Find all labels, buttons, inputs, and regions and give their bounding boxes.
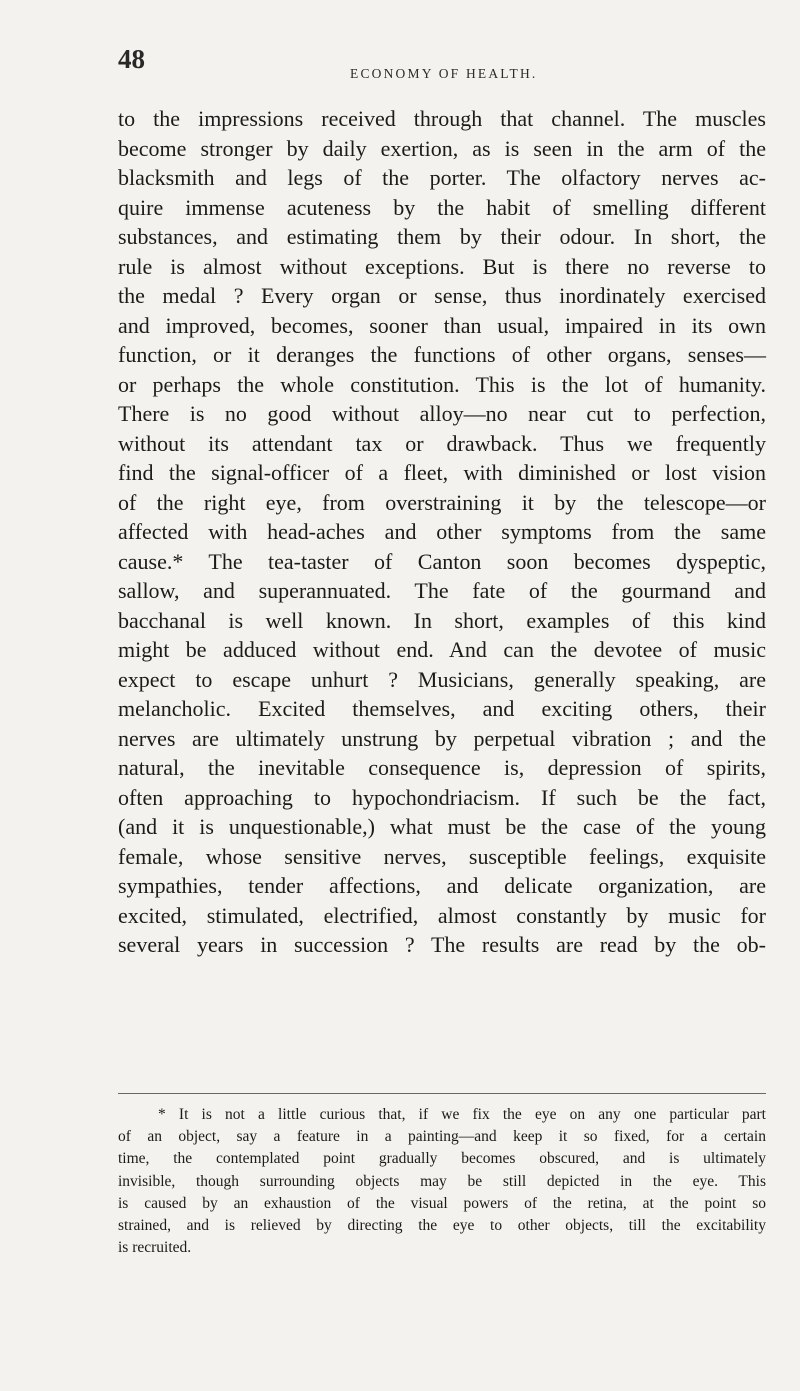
text-line: bacchanal is well known. In short, examples of this kind	[118, 607, 766, 633]
text-line: excited, stimulated, electrified, almost constantly by music for	[118, 902, 766, 928]
text-line: nerves are ultimately unstrung by perpetual vibration ; and the	[118, 725, 766, 751]
text-line: affected with head-aches and other symptoms from the same	[118, 519, 766, 544]
text-line: of the right eye, from overstraining it by the telescope—or	[118, 489, 766, 515]
text-line: might be adduced without end. And can the devotee of music	[118, 637, 766, 662]
text-line: sallow, and superannuated. The fate of the gourmand and	[118, 578, 766, 603]
footnote-line: is caused by an exhaustion of the visual powers of the retina, at the point so	[118, 1194, 766, 1212]
footnote-line: invisible, though surrounding objects may be still depicted in the eye. This	[118, 1172, 766, 1190]
text-line: quire immense acuteness by the habit of smelling different	[118, 194, 766, 220]
text-line: expect to escape unhurt ? Musicians, generally speaking, are	[118, 666, 766, 692]
text-line: the medal ? Every organ or sense, thus inordinately exercised	[118, 283, 766, 308]
footnote-line: is recruited.	[118, 1239, 192, 1257]
text-line: function, or it deranges the functions of other organs, senses—	[118, 342, 766, 367]
page-header	[118, 44, 766, 84]
footnote-line: strained, and is relieved by directing the eye to other objects, till the excitability	[118, 1216, 766, 1234]
running-head: ECONOMY OF HEALTH.	[350, 66, 538, 81]
footnote-line: of an object, say a feature in a painting—and keep it so fixed, for a certain	[118, 1128, 766, 1146]
page-number: 48	[118, 44, 145, 74]
text-line: melancholic. Excited themselves, and exciting others, their	[118, 696, 766, 721]
text-line: blacksmith and legs of the porter. The olfactory nerves ac-	[118, 165, 766, 190]
text-line: or perhaps the whole constitution. This is the lot of humanity.	[118, 371, 766, 397]
text-line: without its attendant tax or drawback. Thus we frequently	[118, 430, 766, 456]
text-line: find the signal-officer of a fleet, with diminished or lost vision	[118, 460, 766, 485]
text-line: rule is almost without exceptions. But is there no reverse to	[118, 253, 766, 279]
text-line: female, whose sensitive nerves, susceptible feelings, exquisite	[118, 843, 766, 869]
text-line: and improved, becomes, sooner than usual, impaired in its own	[118, 312, 766, 338]
text-line: several years in succession ? The results are read by the ob-	[118, 932, 766, 957]
text-line: substances, and estimating them by their odour. In short, the	[118, 224, 766, 249]
footnote	[118, 1104, 766, 1259]
text-line: (and it is unquestionable,) what must be the case of the young	[118, 814, 766, 839]
footnote-line: * It is not a little curious that, if we fix the eye on any one particular part	[158, 1106, 766, 1123]
text-line: cause.* The tea-taster of Canton soon becomes dyspeptic,	[118, 548, 766, 574]
text-line: sympathies, tender affections, and delicate organization, are	[118, 873, 766, 898]
footnote-line: time, the contemplated point gradually becomes obscured, and is ultimately	[118, 1150, 766, 1168]
footnote-divider	[118, 1093, 766, 1094]
text-line: natural, the inevitable consequence is, depression of spirits,	[118, 755, 766, 780]
text-line: often approaching to hypochondriacism. If such be the fact,	[118, 784, 766, 810]
text-line: become stronger by daily exertion, as is seen in the arm of the	[118, 135, 766, 161]
body-text	[118, 104, 766, 960]
text-line: to the impressions received through that channel. The muscles	[118, 106, 766, 131]
text-line: There is no good without alloy—no near cut to perfection,	[118, 401, 766, 426]
